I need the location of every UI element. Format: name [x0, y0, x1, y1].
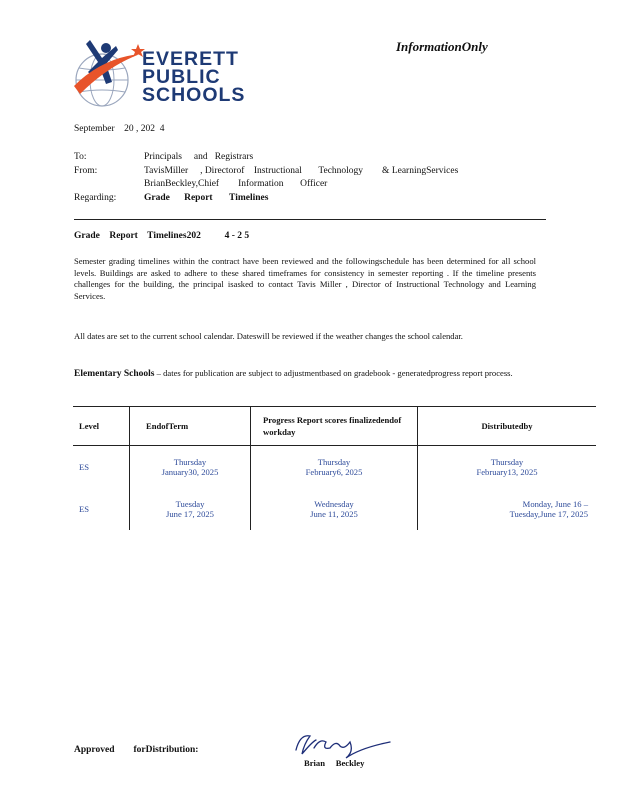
cell-distributed-by: Thursday February13, 2025 [418, 446, 597, 489]
section-title: Grade Report Timelines202 4 - 2 5 [74, 231, 250, 241]
header-progress-report: Progress Report scores finalizedendof workday [251, 407, 418, 446]
information-only-stamp: InformationOnly [396, 39, 488, 54]
cell-level: ES [79, 504, 90, 514]
to-value: Principals and Registrars [144, 152, 254, 162]
timeline-table [73, 406, 596, 532]
cell-end-of-term: Tuesday June 17, 2025 [130, 488, 251, 530]
paragraph-1: Semester grading timelines within the contract have been reviewed and the followingschedule has been determined for all school levels. Buildings are asked to adhere to these shared timeframes for consistency in semester reporting . If the timeline presents challenges for the building, the principal isasked to contact Tavis Miller , Director of Instructional Technology and Learning Services. [74, 256, 536, 301]
paragraph-3 [74, 368, 536, 381]
to-label: To: [74, 152, 87, 162]
regarding-value: Grade Report Timelines [144, 193, 269, 203]
cell-end-of-term: Thursday January30, 2025 [130, 446, 251, 489]
signer-name: Brian Beckley [304, 758, 365, 768]
paragraph-2: All dates are set to the current school calendar. Dateswill be reviewed if the weather changes the school calendar. [74, 331, 463, 341]
paragraph-3-text: – dates for publication are subject to adjustmentbased on gradebook - generatedprogress report process. [154, 368, 513, 378]
cell-level: ES [79, 462, 90, 472]
from-label: From: [74, 166, 98, 176]
regarding-label: Regarding: [74, 193, 117, 203]
table-row [73, 446, 596, 489]
cell-distributed-by: Monday, June 16 – Tuesday,June 17, 2025 [418, 488, 597, 530]
from-line-2: BrianBeckley,Chief Information Officer [144, 179, 328, 189]
logo-line-1: EVERETT [142, 48, 239, 70]
logo-line-2: PUBLIC [142, 66, 221, 88]
header-distributed-by: Distributedby [418, 407, 597, 446]
logo-wordmark [142, 50, 245, 104]
header-end-of-term: EndofTerm [130, 407, 251, 446]
table-header-row [73, 407, 596, 446]
logo-line-3: SCHOOLS [142, 84, 246, 106]
cell-progress-report: Wednesday June 11, 2025 [251, 488, 418, 530]
header-level: Level [73, 407, 130, 446]
from-line-1: TavisMiller , Directorof Instructional Technology & LearningServices [144, 166, 459, 176]
table-row [73, 488, 596, 530]
approved-label: Approved forDistribution: [74, 745, 199, 755]
signature [290, 728, 400, 762]
elementary-schools-label: Elementary Schools [74, 369, 155, 379]
memo-date: September 20 , 202 4 [74, 124, 165, 134]
divider [74, 219, 546, 220]
cell-progress-report: Thursday February6, 2025 [251, 446, 418, 489]
